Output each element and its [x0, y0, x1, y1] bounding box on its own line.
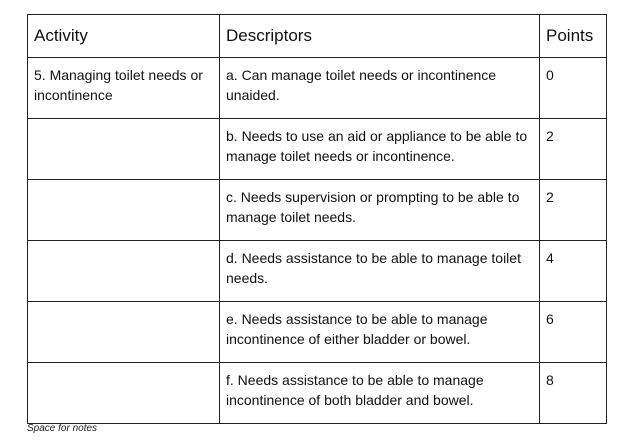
table-row: [28, 180, 607, 241]
descriptor-cell: d. Needs assistance to be able to manage toilet needs.: [220, 241, 540, 302]
table-row: [28, 302, 607, 363]
points-cell: 2: [540, 119, 607, 180]
descriptor-cell: e. Needs assistance to be able to manage incontinence of either bladder or bowel.: [220, 302, 540, 363]
header-descriptors: Descriptors: [220, 15, 540, 58]
activity-cell: [28, 241, 220, 302]
points-cell: 2: [540, 180, 607, 241]
notes-label: Space for notes: [27, 423, 98, 434]
descriptor-cell: a. Can manage toilet needs or incontinence unaided.: [220, 58, 540, 119]
points-cell: 0: [540, 58, 607, 119]
points-cell: 6: [540, 302, 607, 363]
table-row: [28, 241, 607, 302]
activity-cell: [28, 180, 220, 241]
header-points: Points: [540, 15, 607, 58]
descriptor-cell: c. Needs supervision or prompting to be able to manage toilet needs.: [220, 180, 540, 241]
activity-cell: [28, 302, 220, 363]
descriptor-cell: b. Needs to use an aid or appliance to be able to manage toilet needs or incontinence.: [220, 119, 540, 180]
points-cell: 8: [540, 363, 607, 424]
table-row: [28, 119, 607, 180]
activity-cell: [28, 119, 220, 180]
activity-cell: 5. Managing toilet needs or incontinence: [28, 58, 220, 119]
descriptor-cell: f. Needs assistance to be able to manage incontinence of both bladder and bowel.: [220, 363, 540, 424]
points-cell: 4: [540, 241, 607, 302]
table-row: [28, 363, 607, 424]
table-header-row: [28, 15, 607, 58]
header-activity: Activity: [28, 15, 220, 58]
activity-descriptor-table: [27, 14, 607, 424]
activity-cell: [28, 363, 220, 424]
table-row: [28, 58, 607, 119]
